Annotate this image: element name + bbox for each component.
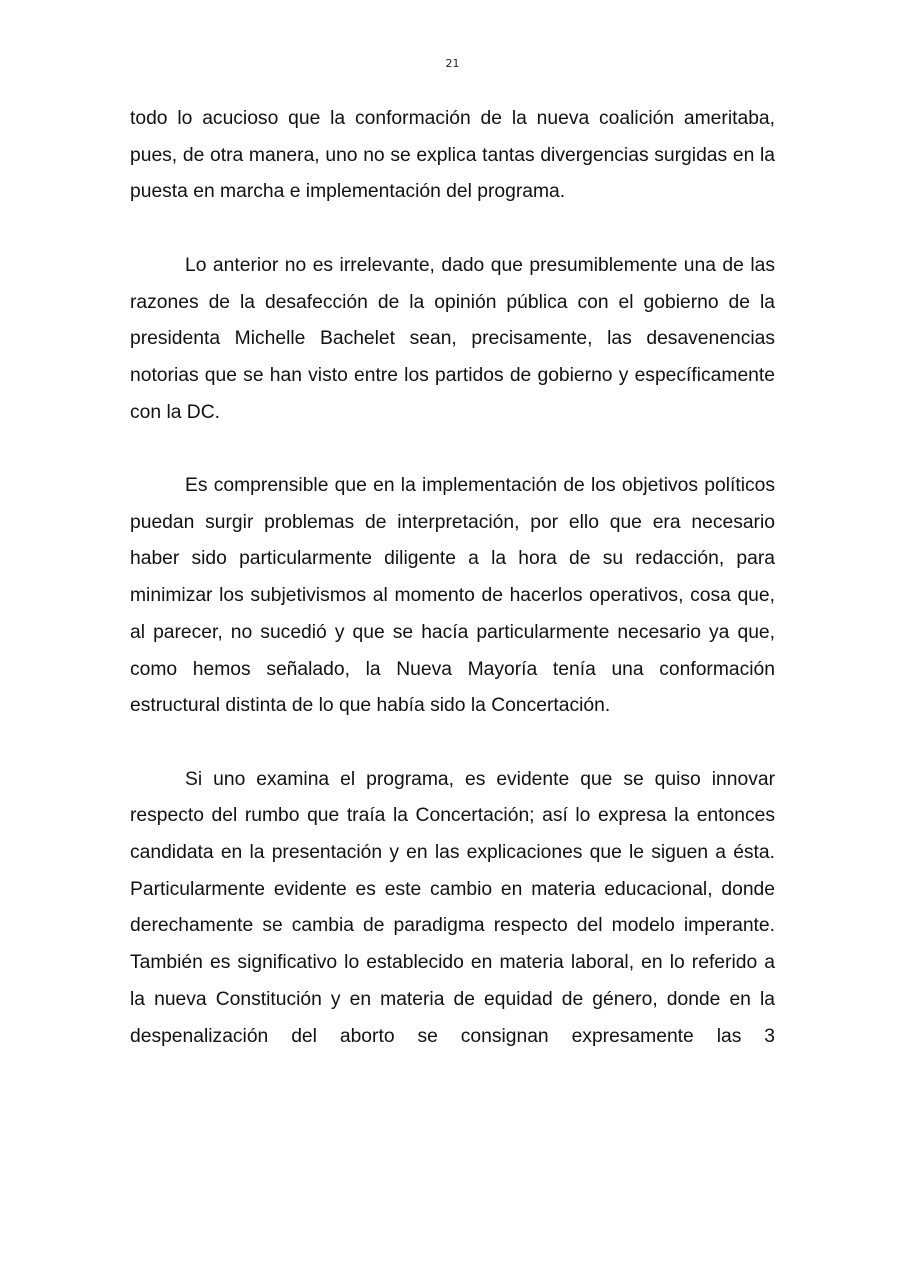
- paragraph-desafeccion: Lo anterior no es irrelevante, dado que presumiblemente una de las razones de la desafección de la opinión pública con el gobierno de la presidenta Michelle Bachelet sean, precisamente, las desavenencias notorias que se han visto entre los partidos de gobierno y específicamente con la DC.: [130, 254, 775, 423]
- page-number: 21: [445, 57, 460, 70]
- paragraph-implementacion: Es comprensible que en la implementación de los objetivos políticos puedan surgir problemas de interpretación, por ello que era necesario haber sido particularmente diligente a la hora de su redacción, para minimizar los subjetivismos al momento de hacerlos operativos, cosa que, al parecer, no sucedió y que se hacía particularmente necesario ya que, como hemos señalado, la Nueva Mayoría tenía una conformación estructural distinta de lo que había sido la Concertación.: [130, 475, 775, 717]
- document-body: [130, 101, 775, 1055]
- paragraph-continuation: todo lo acucioso que la conformación de la nueva coalición ameritaba, pues, de otra manera, uno no se explica tantas divergencias surgidas en la puesta en marcha e implementación del programa.: [130, 108, 775, 203]
- paragraph-programa: Si uno examina el programa, es evidente que se quiso innovar respecto del rumbo que traía la Concertación; así lo expresa la entonces candidata en la presentación y en las explicaciones que le siguen a ésta. Particularmente evidente es este cambio en materia educacional, donde derechamente se cambia de paradigma respecto del modelo imperante. También es significativo lo establecido en materia laboral, en lo referido a la nueva Constitución y en materia de equidad de género, donde en la despenalización del aborto se consignan expresamente las 3: [130, 768, 775, 1047]
